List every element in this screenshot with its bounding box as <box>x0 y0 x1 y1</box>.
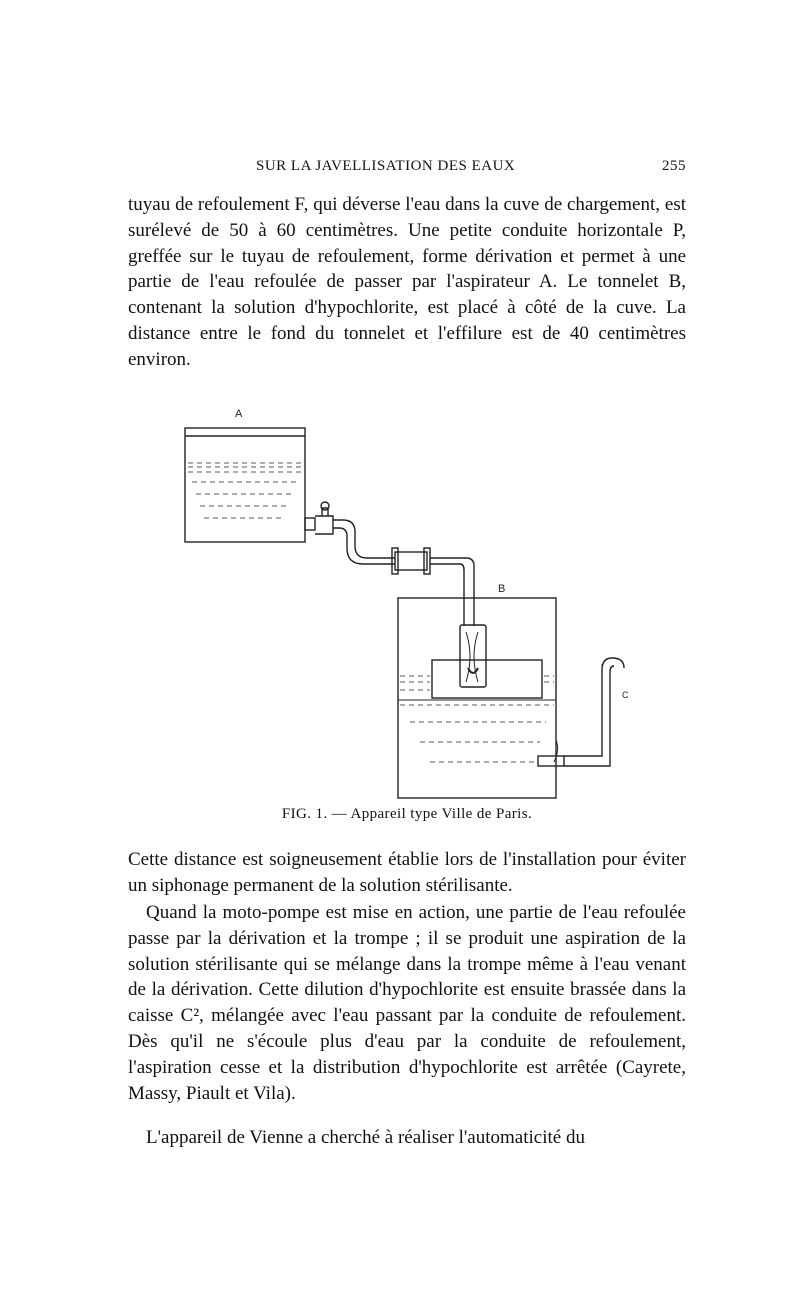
figure-caption: FIG. 1. — Appareil type Ville de Paris. <box>281 806 533 822</box>
page-number: 255 <box>662 158 686 174</box>
tank-a <box>185 428 305 542</box>
float-block <box>432 660 542 698</box>
riser-pipe <box>564 658 624 756</box>
paragraph-1: tuyau de refoulement F, qui déverse l'eau dans la cuve de chargement, est surélevé de 50 à 60 centimètres. Une petite conduite horizontale P, greffée sur le tuyau de refoulement, forme dérivation et permet à une partie de l'eau refoulée de passer par l'aspirateur A. Le tonnelet B, contenant la solution d'hypochlorite, est placé à côté de la cuve. La distance entre le fond du tonnelet et l'effilure est de 40 centimètres environ. <box>128 194 686 370</box>
pipe-derivation <box>333 520 395 558</box>
apparatus-diagram <box>160 400 660 820</box>
figure-apparatus <box>160 400 660 820</box>
running-title: SUR LA JAVELLISATION DES EAUX <box>256 158 516 174</box>
tank-a-water <box>188 463 302 518</box>
aspirator-trompe <box>460 625 486 687</box>
tank-b-water <box>400 676 554 762</box>
label-c: C <box>622 690 629 700</box>
paragraph-2: Cette distance est soigneusement établie lors de l'installation pour éviter un siphonage permanent de la solution stérilisante. <box>128 849 686 896</box>
paragraph-3: Quand la moto-pompe est mise en action, une partie de l'eau refoulée passe par la dérivation et la trompe ; il se produit une aspiration de la solution stérilisante qui se mélange dans la trompe même à l'eau venant de la dérivation. Cette dilution d'hypochlorite est ensuite brassée dans la caisse C², mélangée avec l'eau passant par la conduite de refoulement. Dès qu'il ne s'écoule plus d'eau par la conduite de refoulement, l'aspiration cesse et la distribution d'hypochlorite est arrêtée (Cayrete, Massy, Piault et Vila). <box>128 902 686 1104</box>
paragraph-4: L'appareil de Vienne a cherché à réaliser l'automaticité du <box>146 1127 585 1148</box>
pipe-down <box>466 558 474 626</box>
label-a: A <box>235 408 243 420</box>
label-b: B <box>498 583 506 595</box>
tap-a <box>305 518 315 530</box>
